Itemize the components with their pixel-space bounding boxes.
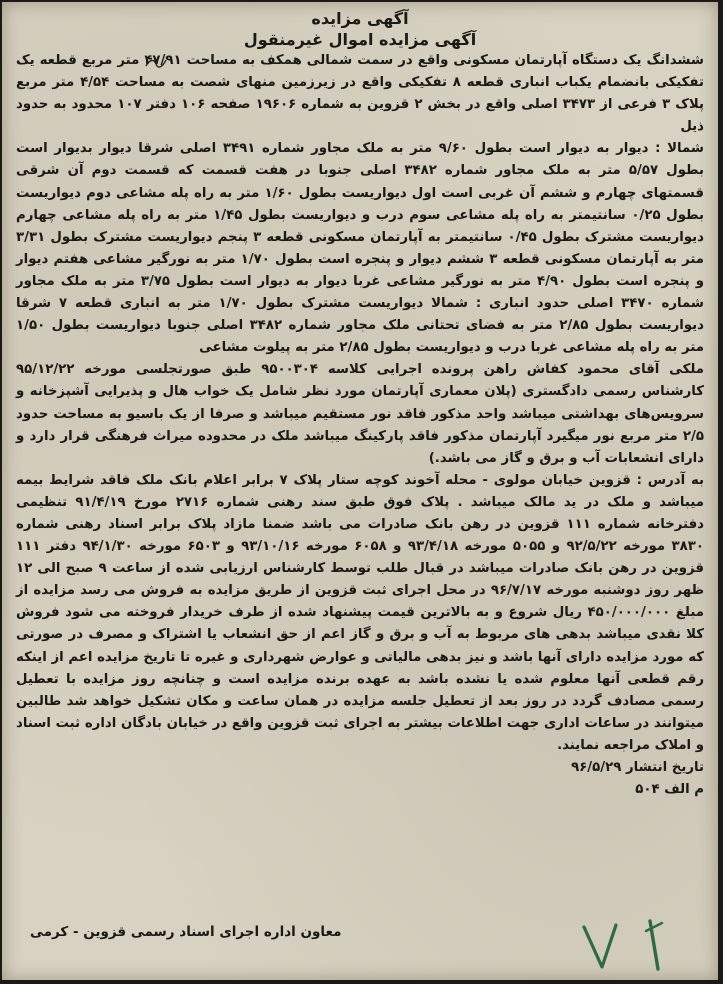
notice-body — [12, 8, 708, 801]
notice-heading: آگهی مزایده — [311, 9, 409, 28]
property-description-paragraph: ششدانگ یک دستگاه آپارتمان مسکونی واقع در سمت شمالی همکف به مساحت ۴۷/۹۱ متر مربع قطعه یک تفکیکی بانضمام یکباب انباری قطعه ۸ تفکیکی واقع در زیرزمین منهای شصت به مساحت ۴/۵۴ متر مربع پلاک ۳ فرعی از ۳۴۷۳ اصلی واقع در بخش ۲ قزوین به شماره ۱۹۶۰۶ صفحه ۱۰۶ دفتر ۱۰۷ محدود به حدود ذیل — [16, 53, 704, 135]
reference-number: م الف ۵۰۴ — [635, 782, 704, 797]
address-auction-terms-paragraph: به آدرس : قزوین خیابان مولوی - محله آخوند کوچه ستار پلاک ۷ برابر اعلام بانک ملک فاقد شرایط بیمه میباشد و ملک در ید مالک میباشد . پلاک فوق طبق سند رهنی شماره ۲۷۱۶ مورخ ۹۱/۴/۱۹ تنظیمی دفترخانه شماره ۱۱۱ قزوین در رهن بانک صادرات می باشد ضمنا مازاد پلاک برابر اسناد رهنی شماره ۳۸۳۰ مورخه ۹۲/۵/۲۲ و ۵۰۵۵ مورخه ۹۳/۴/۱۸ و ۶۰۵۸ مورخه ۹۳/۱۰/۱۶ و ۶۵۰۳ مورخه ۹۴/۱/۳۰ دفتر ۱۱۱ قزوین در رهن بانک صادرات میباشد در قبال طلب توسط کارشناس ارزیابی شده از ساعت ۹ صبح الی ۱۲ ظهر روز دوشنبه مورخه ۹۶/۷/۱۷ در محل اجرای ثبت قزوین از طریق مزایده به فروش می رسد مزایده از مبلغ ۴۵۰/۰۰۰/۰۰۰ ریال شروع و به بالاترین قیمت پیشنهاد شده از طرف خریدار فروخته می شود فروش کلا نقدی میباشد بدهی های مربوط به آب و برق و گاز اعم از حق انشعاب یا اشتراک و مصرف در صورتی که مورد مزایده دارای آنها باشد و نیز بدهی مالیاتی و عوارض شهرداری و غیره تا تاریخ مزایده اعم از اینکه رقم قطعی آنها معلوم شده یا نشده باشد به عهده برنده مزایده است و چنانچه روز مزایده با تعطیل رسمی مصادف گردد در روز بعد از تعطیل جلسه مزایده در همان ساعت و مکان تشکیل خواهد شد طالبین میتوانند در ساعات اداری جهت اطلاعات بیشتر به اجرای ثبت قزوین واقع در خیابان بادگان اداره ثبت اسناد و املاک مراجعه نمایند. — [16, 472, 705, 753]
newspaper-clipping — [2, 2, 718, 980]
boundaries-paragraph: شمالا : دیوار به دیوار است بطول ۹/۶۰ متر به ملک مجاور شماره ۳۴۹۱ اصلی شرقا دیوار بدیوار است بطول ۵/۵۷ متر به ملک مجاور شماره ۳۴۸۲ اصلی جنوبا در هفت قسمت که قسمت دوم آن شرقی قسمتهای چهارم و ششم آن غربی است اول دیواریست بطول ۱/۶۰ متر به راه پله مشاعی دوم دیواریست بطول ۰/۲۵ سانتیمتر به راه پله مشاعی سوم درب و دیواریست بطول ۱/۴۵ متر به راه پله مشاعی چهارم دیواریست مشترک بطول ۰/۴۵ سانتیمتر به آپارتمان مسکونی قطعه ۳ پنجم دیواریست مشترک بطول ۳/۳۱ متر به آپارتمان مسکونی قطعه ۳ ششم دیوار و پنجره است بطول ۱/۷۰ متر به نورگیر مشاعی هفتم دیوار و پنجره است بطول ۴/۹۰ متر به نورگیر مشاعی غربا دیوار به دیوار است بطول ۳/۷۵ متر به ملک مجاور شماره ۳۴۷۰ اصلی حدود انباری : شمالا دیواریست مشترک بطول ۱/۷۰ متر به انباری قطعه ۷ شرقا دیواریست بطول ۲/۸۵ متر به فضای تحتانی ملک مجاور شماره ۳۴۸۲ اصلی جنوبا دیواریست بطول ۱/۵۰ متر به راه پله مشاعی غربا درب و دیواریست بطول ۲/۸۵ متر به پیلوت مشاعی — [16, 141, 705, 356]
owner-expert-paragraph: ملکی آقای محمود کفاش راهن پرونده اجرایی کلاسه ۹۵۰۰۳۰۴ طبق صورتجلسی مورخه ۹۵/۱۲/۲۲ کارشناس رسمی دادگستری (پلان معماری آپارتمان مورد نظر شامل یک خواب هال و پذیرایی آشپزخانه و سرویس‌های بهداشتی میباشد واحد مذکور فاقد نور مستقیم میباشد و صرفا از یک باسیو به مساحت حدود ۲/۵ متر مربع نور میگیرد آپارتمان مذکور فاقد پارکینگ میباشد ملک در محدوده میراث فرهنگی قرار دارد و دارای انشعابات آب و برق و گاز می باشد.) — [16, 362, 704, 466]
publish-date: تاریخ انتشار ۹۶/۵/۲۹ — [571, 760, 704, 775]
signature-line: معاون اداره اجرای اسناد رسمی قزوین - کرمی — [30, 924, 342, 940]
notice-subheading: آگهی مزایده اموال غیرمنقول — [243, 30, 477, 49]
handwritten-number-icon — [572, 917, 682, 972]
